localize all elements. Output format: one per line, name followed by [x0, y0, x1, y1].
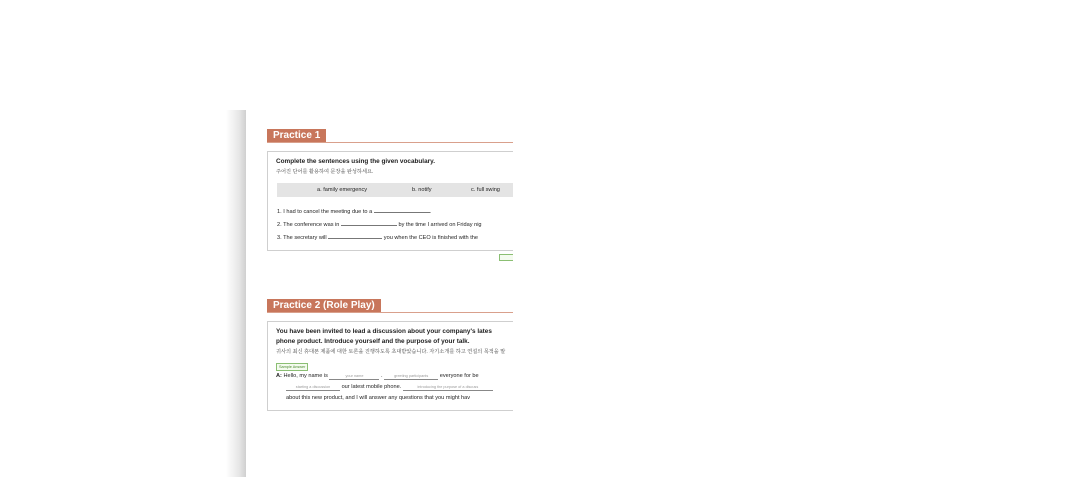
- practice1-title: Practice 1: [267, 129, 326, 143]
- vocab-item: b. notify: [412, 187, 432, 193]
- question-number: 1.: [277, 209, 282, 215]
- practice2-divider: [267, 312, 513, 313]
- answer-blank[interactable]: [328, 233, 382, 239]
- dialogue-line-3: about this new product, and I will answer any questions that you might hav: [286, 395, 471, 401]
- answer-tag[interactable]: [499, 254, 513, 261]
- hint-blank[interactable]: greeting participants: [384, 373, 438, 380]
- question-text: by the time I arrived on Friday nig: [398, 222, 482, 228]
- hint-blank[interactable]: starting a discussion: [286, 384, 340, 391]
- practice1-instruction-ko: 주어진 단어를 활용하여 문장을 완성하세요.: [276, 169, 374, 175]
- speaker-label: A:: [276, 373, 282, 379]
- question-1: [277, 207, 431, 215]
- question-3: [277, 233, 478, 241]
- vocab-item: c. full swing: [471, 187, 500, 193]
- practice2-header: [267, 299, 513, 313]
- practice2-title: Practice 2 (Role Play): [267, 299, 381, 313]
- hint-blank[interactable]: introducing the purpose of a discuss: [403, 384, 493, 391]
- practice1-instruction: Complete the sentences using the given vocabulary.: [276, 158, 435, 165]
- dialogue-text: Hello, my name is: [283, 373, 328, 379]
- dialogue-text: .: [381, 373, 383, 379]
- question-text: I had to cancel the meeting due to a: [283, 209, 373, 215]
- question-number: 2.: [277, 222, 282, 228]
- vocab-item: a. family emergency: [317, 187, 368, 193]
- dialogue-line-2: [286, 384, 493, 391]
- question-text: you when the CEO is finished with the: [383, 235, 478, 241]
- question-text: The conference was in: [283, 222, 340, 228]
- dialogue-text: our latest mobile phone.: [341, 384, 402, 390]
- practice2-instruction-line2: phone product. Introduce yourself and the purpose of your talk.: [276, 338, 470, 345]
- practice1-divider: [267, 142, 513, 143]
- hint-blank[interactable]: your name: [329, 373, 379, 380]
- dialogue-line-1: [276, 373, 479, 380]
- practice2-instruction-line1: You have been invited to lead a discussion about your company's lates: [276, 328, 492, 335]
- answer-blank[interactable]: [341, 220, 397, 226]
- practice1-header: [267, 129, 513, 143]
- vocab-bar: [277, 183, 513, 197]
- practice2-box: [267, 321, 513, 411]
- answer-blank[interactable]: [374, 207, 430, 213]
- dialogue-text: everyone for be: [439, 373, 479, 379]
- sample-answer-tag[interactable]: Sample Answer: [276, 363, 308, 371]
- question-2: [277, 220, 482, 228]
- practice1-box: [267, 151, 513, 251]
- worksheet-page: [246, 110, 513, 477]
- question-text: The secretary will: [283, 235, 327, 241]
- practice2-instruction-ko: 귀사의 최신 휴대폰 제품에 대한 토론을 진행하도록 초대받았습니다. 자기소개를 하고 연설의 목적을 말: [276, 349, 506, 355]
- question-number: 3.: [277, 235, 282, 241]
- page-edge-shadow: [226, 110, 248, 477]
- question-text: .: [429, 209, 432, 215]
